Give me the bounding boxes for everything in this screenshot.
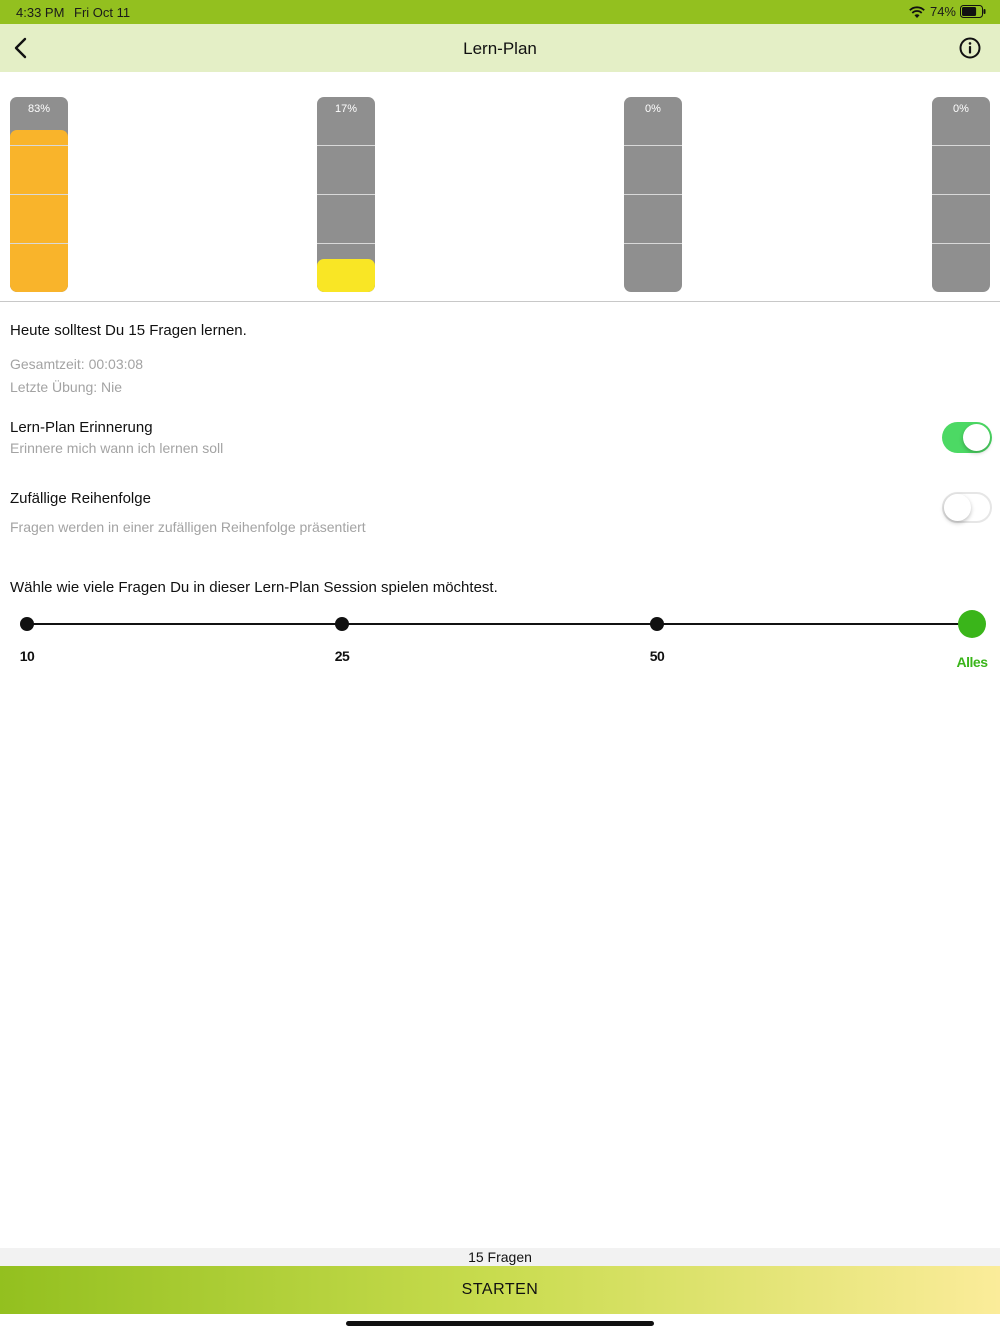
level-bar-percent: 17% <box>334 103 358 115</box>
slider-track <box>27 623 972 625</box>
random-order-toggle[interactable] <box>942 492 992 523</box>
reminder-subtitle: Erinnere mich wann ich lernen soll <box>10 440 224 456</box>
wifi-icon <box>908 5 926 19</box>
slider-stop-25[interactable] <box>335 617 349 631</box>
page-title: Lern-Plan <box>463 39 537 58</box>
random-order-subtitle: Fragen werden in einer zufälligen Reihenfolge präsentiert <box>10 519 366 535</box>
info-circle-icon <box>961 39 980 58</box>
battery-percent: 74% <box>929 4 956 19</box>
session-prompt: Wähle wie viele Fragen Du in dieser Lern-Plan Session spielen möchtest. <box>10 579 498 596</box>
status-date: Fri Oct 11 <box>74 5 131 20</box>
today-goal-text: Heute solltest Du 15 Fragen lernen. <box>10 322 247 339</box>
status-bar <box>0 0 1000 24</box>
last-exercise-text: Letzte Übung: Nie <box>10 379 123 395</box>
home-indicator <box>346 1321 654 1326</box>
slider-stop-10[interactable] <box>20 617 34 631</box>
slider-stop-50[interactable] <box>650 617 664 631</box>
level-bar-percent: 0% <box>645 103 661 115</box>
random-order-title: Zufällige Reihenfolge <box>10 490 151 507</box>
level-bar-3 <box>624 97 682 292</box>
reminder-title: Lern-Plan Erinnerung <box>10 419 153 436</box>
question-count-slider[interactable] <box>0 608 1000 678</box>
level-bar-2 <box>317 97 375 292</box>
level-bar-1 <box>10 97 68 292</box>
level-bar-fill <box>10 130 68 292</box>
level-bar-percent: 83% <box>27 103 51 115</box>
start-button[interactable]: STARTEN <box>0 1266 1000 1314</box>
info-button[interactable] <box>958 36 982 60</box>
level-bars <box>0 72 1000 302</box>
slider-label-25: 25 <box>334 648 350 664</box>
toggle-knob <box>963 424 990 451</box>
slider-stop-alles[interactable] <box>958 610 986 638</box>
battery-icon <box>960 5 986 18</box>
status-right <box>908 4 986 19</box>
slider-label-alles: Alles <box>956 654 988 670</box>
status-time: 4:33 PM <box>16 5 65 20</box>
slider-label-50: 50 <box>649 648 665 664</box>
question-count-label: 15 Fragen <box>0 1248 1000 1266</box>
slider-label-10: 10 <box>19 648 35 664</box>
toggle-knob <box>944 494 971 521</box>
level-bar-fill <box>317 259 375 292</box>
reminder-toggle[interactable] <box>942 422 992 453</box>
level-bar-percent: 0% <box>953 103 969 115</box>
total-time-text: Gesamtzeit: 00:03:08 <box>10 356 144 372</box>
nav-bar <box>0 24 1000 72</box>
level-bar-4 <box>932 97 990 292</box>
